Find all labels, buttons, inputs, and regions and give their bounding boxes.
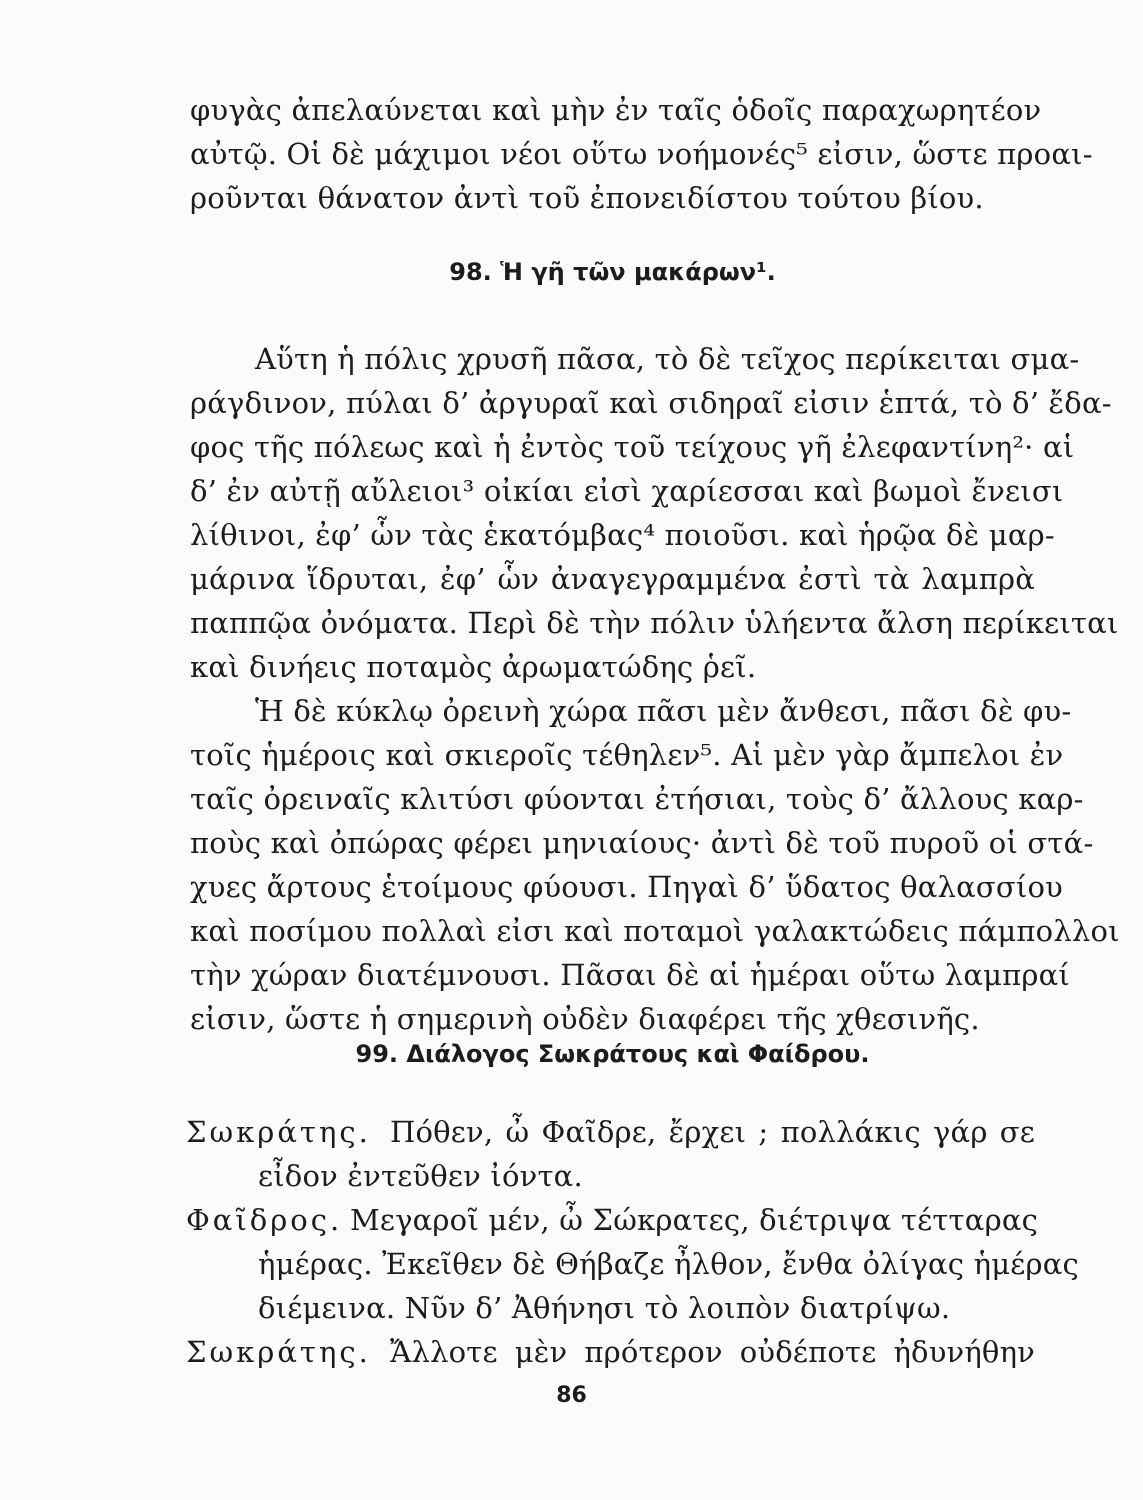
dialogue-line: Πόθεν, ὦ Φαῖδρε, ἔρχει ; πολλάκις γάρ σε (390, 1115, 1035, 1149)
text-line: Αὕτη ἡ πόλις χρυσῆ πᾶσα, τὸ δὲ τεῖχος περίκειται σμα- (255, 342, 1080, 376)
dialogue-line: ἡμέρας. Ἐκεῖθεν δὲ Θήβαζε ἦλθον, ἔνθα ὀλίγας ἡμέρας (258, 1247, 1079, 1281)
dialogue-line: διέμεινα. Νῦν δ’ Ἀθήνησι τὸ λοιπὸν διατρίψω. (258, 1291, 951, 1325)
text-line: ράγδινον, πύλαι δ’ ἀργυραῖ καὶ σιδηραῖ εἰσιν ἑπτά, τὸ δ’ ἔδα- (190, 386, 1112, 420)
speaker-label-socrates: Σωκράτης. (186, 1115, 371, 1149)
text-line: Ἡ δὲ κύκλῳ ὀρεινὴ χώρα πᾶσι μὲν ἄνθεσι, πᾶσι δὲ φυ- (255, 694, 1072, 728)
speaker-label-phaedrus: Φαῖδρος. (186, 1203, 343, 1237)
text-line: ταῖς ὀρειναῖς κλιτύσι φύονται ἐτήσιαι, τοὺς δ’ ἄλλους καρ- (190, 782, 1084, 816)
text-line: καὶ ποσίμου πολλαὶ εἰσι καὶ ποταμοὶ γαλακτώδεις πάμπολλοι (190, 914, 1120, 948)
text-line: φος τῆς πόλεως καὶ ἡ ἐντὸς τοῦ τείχους γῆ ἐλεφαντίνη²· αἱ (190, 430, 1075, 464)
text-line: καὶ δινήεις ποταμὸς ἀρωματώδης ῥεῖ. (190, 650, 757, 684)
page-number: 86 (556, 1383, 587, 1408)
text-line: αὐτῷ. Οἱ δὲ μάχιμοι νέοι οὕτω νοήμονές⁵ εἰσιν, ὥστε προαι- (190, 137, 1093, 171)
text-line: παππῷα ὀνόματα. Περὶ δὲ τὴν πόλιν ὑλήεντα ἄλση περίκειται (190, 606, 1119, 640)
text-line: φυγὰς ἀπελαύνεται καὶ μὴν ἐν ταῖς ὁδοῖς παραχωρητέον (190, 93, 1042, 127)
dialogue-line: Ἄλλοτε μὲν πρότερον οὐδέποτε ἠδυνήθην (390, 1335, 1035, 1369)
text-line: δ’ ἐν αὐτῇ αὔλειοι³ οἰκίαι εἰσὶ χαρίεσσαι καὶ βωμοὶ ἔνεισι (190, 474, 1064, 508)
text-line: τὴν χώραν διατέμνουσι. Πᾶσαι δὲ αἱ ἡμέραι οὕτω λαμπραί (190, 958, 1071, 992)
text-line: ποὺς καὶ ὀπώρας φέρει μηνιαίους· ἀντὶ δὲ τοῦ πυροῦ οἱ στά- (190, 826, 1094, 860)
text-line: εἰσιν, ὥστε ἡ σημερινὴ οὐδὲν διαφέρει τῆς χθεσινῆς. (190, 1002, 980, 1036)
text-line: ροῦνται θάνατον ἀντὶ τοῦ ἐπονειδίστου τούτου βίου. (190, 181, 984, 215)
dialogue-line: εἶδον ἐντεῦθεν ἰόντα. (258, 1159, 583, 1193)
speaker-label-socrates: Σωκράτης. (186, 1335, 371, 1369)
text-line: χυες ἄρτους ἑτοίμους φύουσι. Πηγαὶ δ’ ὕδατος θαλασσίου (190, 870, 1063, 904)
section-heading-98: 98. Ἡ γῆ τῶν μακάρων¹. (449, 258, 776, 286)
section-heading-99: 99. Διάλογος Σωκράτους καὶ Φαίδρου. (355, 1040, 870, 1068)
text-line: λίθινοι, ἐφ’ ὧν τὰς ἑκατόμβας⁴ ποιοῦσι. καὶ ἡρῷα δὲ μαρ- (190, 518, 1055, 552)
text-line: τοῖς ἡμέροις καὶ σκιεροῖς τέθηλεν⁵. Αἱ μὲν γὰρ ἄμπελοι ἐν (190, 738, 1064, 772)
text-line: μάρινα ἵδρυται, ἐφ’ ὧν ἀναγεγραμμένα ἐστὶ τὰ λαμπρὰ (190, 562, 1035, 596)
dialogue-line: Μεγαροῖ μέν, ὦ Σώκρατες, διέτριψα τέτταρας (350, 1203, 1039, 1237)
